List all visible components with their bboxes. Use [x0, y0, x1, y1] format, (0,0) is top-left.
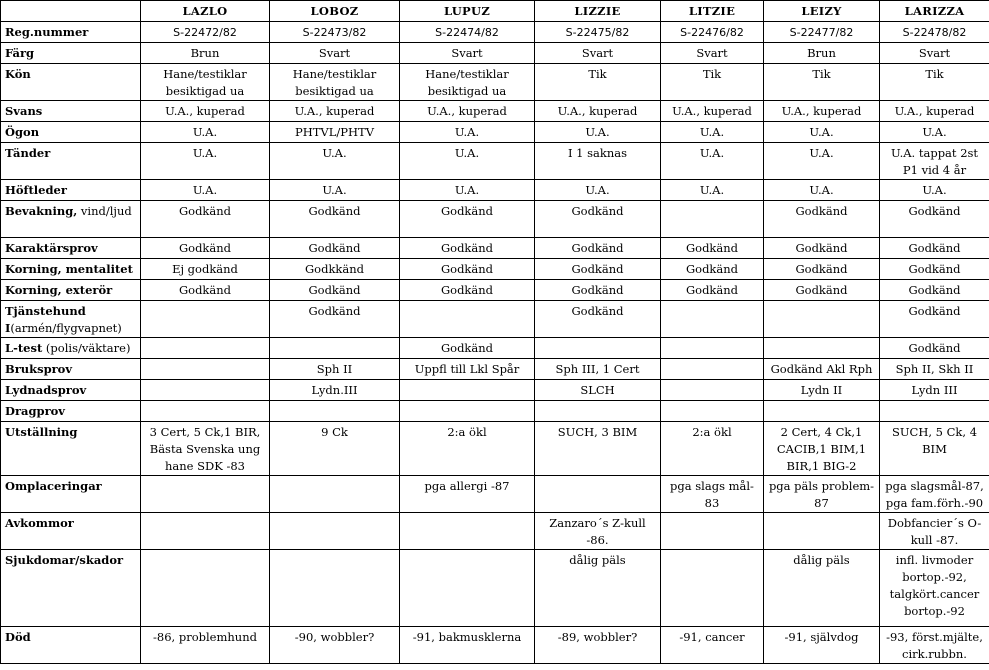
row-label-text: Höftleder: [5, 183, 67, 197]
row-label-text: Bevakning,: [5, 204, 78, 218]
row-label-text: Reg.nummer: [5, 25, 89, 39]
cell-lazlo: [141, 550, 270, 627]
cell-lizzie: U.A.: [535, 180, 661, 201]
row-label-text: Tänder: [5, 146, 51, 160]
cell-lizzie: Godkänd: [535, 238, 661, 259]
cell-lazlo: Brun: [141, 43, 270, 64]
cell-larizza: [880, 401, 989, 422]
table-row: [1, 280, 989, 301]
cell-larizza: U.A.: [880, 180, 989, 201]
cell-litzie: Godkänd: [661, 259, 764, 280]
row-label-text: Död: [5, 630, 31, 644]
cell-leizy: Godkänd: [764, 201, 880, 238]
cell-loboz: Godkänd: [270, 238, 400, 259]
row-label-text: Bruksprov: [5, 362, 73, 376]
row-label-text: Utställning: [5, 425, 78, 439]
cell-loboz: Godkänd: [270, 280, 400, 301]
row-label-text: Omplaceringar: [5, 479, 102, 493]
cell-litzie: 2:a ökl: [661, 422, 764, 476]
row-label-text: L-test: [5, 341, 43, 355]
cell-lazlo: [141, 338, 270, 359]
cell-larizza: U.A. tappat 2st P1 vid 4 år: [880, 143, 989, 180]
cell-loboz: PHTVL/PHTV: [270, 122, 400, 143]
table-row: [1, 513, 989, 550]
dog-name-lazlo: LAZLO: [141, 1, 270, 22]
cell-leizy: U.A.: [764, 143, 880, 180]
cell-leizy: Godkänd: [764, 259, 880, 280]
cell-lupuz: Godkänd: [400, 338, 535, 359]
cell-larizza: SUCH, 5 Ck, 4 BIM: [880, 422, 989, 476]
cell-lupuz: Uppfl till Lkl Spår: [400, 359, 535, 380]
table-row: [1, 422, 989, 476]
cell-lupuz: S-22474/82: [400, 22, 535, 43]
cell-loboz: [270, 550, 400, 627]
cell-lupuz: pga allergi -87: [400, 476, 535, 513]
table-row: [1, 238, 989, 259]
cell-larizza: Tik: [880, 64, 989, 101]
table-row: [1, 143, 989, 180]
cell-lizzie: Zanzaro´s Z-kull -86.: [535, 513, 661, 550]
table-row: [1, 43, 989, 64]
cell-lupuz: Hane/testiklar besiktigad ua: [400, 64, 535, 101]
cell-leizy: [764, 301, 880, 338]
cell-leizy: 2 Cert, 4 Ck,1 CACIB,1 BIM,1 BIR,1 BIG-2: [764, 422, 880, 476]
cell-litzie: [661, 301, 764, 338]
cell-litzie: [661, 513, 764, 550]
cell-lizzie: Godkänd: [535, 259, 661, 280]
cell-loboz: S-22473/82: [270, 22, 400, 43]
cell-lupuz: U.A.: [400, 143, 535, 180]
cell-loboz: [270, 513, 400, 550]
cell-lizzie: Tik: [535, 64, 661, 101]
row-label: [1, 359, 141, 380]
row-label-text: Avkommor: [5, 516, 74, 530]
cell-litzie: [661, 338, 764, 359]
cell-leizy: -91, självdog: [764, 627, 880, 664]
cell-lupuz: [400, 513, 535, 550]
cell-lupuz: Godkänd: [400, 259, 535, 280]
cell-lizzie: U.A., kuperad: [535, 101, 661, 122]
row-label-suffix: vind/ljud: [77, 204, 132, 218]
cell-lazlo: Godkänd: [141, 238, 270, 259]
cell-lupuz: [400, 401, 535, 422]
cell-larizza: Lydn III: [880, 380, 989, 401]
row-label-text: Karaktärsprov: [5, 241, 98, 255]
cell-lazlo: [141, 513, 270, 550]
cell-lupuz: [400, 380, 535, 401]
cell-lazlo: U.A.: [141, 180, 270, 201]
cell-lizzie: S-22475/82: [535, 22, 661, 43]
cell-litzie: Tik: [661, 64, 764, 101]
cell-lazlo: U.A., kuperad: [141, 101, 270, 122]
header-row: [1, 1, 989, 22]
cell-lupuz: Godkänd: [400, 201, 535, 238]
cell-litzie: Godkänd: [661, 280, 764, 301]
cell-lazlo: [141, 401, 270, 422]
cell-litzie: U.A.: [661, 122, 764, 143]
row-label-text: Korning, exterör: [5, 283, 113, 297]
cell-lizzie: dålig päls: [535, 550, 661, 627]
table-row: [1, 301, 989, 338]
cell-larizza: Godkänd: [880, 338, 989, 359]
row-label: [1, 64, 141, 101]
row-label: [1, 401, 141, 422]
table-row: [1, 476, 989, 513]
table-row: [1, 338, 989, 359]
row-label-text: Korning, mentalitet: [5, 262, 133, 276]
table-row: [1, 22, 989, 43]
cell-litzie: [661, 401, 764, 422]
cell-loboz: Sph II: [270, 359, 400, 380]
cell-lupuz: -91, bakmusklerna: [400, 627, 535, 664]
cell-lupuz: [400, 301, 535, 338]
cell-larizza: Godkänd: [880, 259, 989, 280]
dog-name-loboz: LOBOZ: [270, 1, 400, 22]
cell-loboz: Lydn.III: [270, 380, 400, 401]
cell-lizzie: Sph III, 1 Cert: [535, 359, 661, 380]
cell-lizzie: Godkänd: [535, 301, 661, 338]
row-label-text: Sjukdomar/skador: [5, 553, 124, 567]
cell-litzie: U.A., kuperad: [661, 101, 764, 122]
cell-larizza: Dobfancier´s O-kull -87.: [880, 513, 989, 550]
cell-lazlo: S-22472/82: [141, 22, 270, 43]
cell-loboz: Svart: [270, 43, 400, 64]
cell-loboz: Godkänd: [270, 301, 400, 338]
row-label: [1, 513, 141, 550]
table-row: [1, 122, 989, 143]
dog-name-litzie: LITZIE: [661, 1, 764, 22]
cell-larizza: infl. livmoder bortop.-92, talgkört.cancer bortop.-92: [880, 550, 989, 627]
cell-leizy: U.A., kuperad: [764, 101, 880, 122]
table-row: [1, 401, 989, 422]
cell-lizzie: SLCH: [535, 380, 661, 401]
cell-larizza: Godkänd: [880, 238, 989, 259]
cell-lupuz: U.A., kuperad: [400, 101, 535, 122]
table-row: [1, 64, 989, 101]
cell-leizy: Godkänd: [764, 238, 880, 259]
cell-lazlo: 3 Cert, 5 Ck,1 BIR, Bästa Svenska ung hane SDK -83: [141, 422, 270, 476]
table-row: [1, 550, 989, 627]
row-label: [1, 280, 141, 301]
dog-name-larizza: LARIZZA: [880, 1, 989, 22]
cell-lizzie: Godkänd: [535, 201, 661, 238]
cell-litzie: [661, 550, 764, 627]
row-label: [1, 101, 141, 122]
table-row: [1, 201, 989, 238]
cell-lizzie: Svart: [535, 43, 661, 64]
row-label-text: Kön: [5, 67, 31, 81]
cell-litzie: -91, cancer: [661, 627, 764, 664]
cell-lupuz: U.A.: [400, 180, 535, 201]
row-label: [1, 476, 141, 513]
cell-lizzie: [535, 338, 661, 359]
cell-lazlo: -86, problemhund: [141, 627, 270, 664]
row-label: [1, 338, 141, 359]
cell-leizy: [764, 338, 880, 359]
cell-lizzie: I 1 saknas: [535, 143, 661, 180]
cell-larizza: U.A., kuperad: [880, 101, 989, 122]
dog-name-leizy: LEIZY: [764, 1, 880, 22]
cell-leizy: Godkänd Akl Rph: [764, 359, 880, 380]
cell-leizy: S-22477/82: [764, 22, 880, 43]
row-label: [1, 22, 141, 43]
cell-lizzie: -89, wobbler?: [535, 627, 661, 664]
cell-loboz: Hane/testiklar besiktigad ua: [270, 64, 400, 101]
cell-litzie: [661, 380, 764, 401]
cell-loboz: Godkkänd: [270, 259, 400, 280]
cell-leizy: [764, 401, 880, 422]
cell-lizzie: [535, 401, 661, 422]
cell-leizy: Tik: [764, 64, 880, 101]
row-label: [1, 301, 141, 338]
cell-lupuz: Godkänd: [400, 280, 535, 301]
row-label: [1, 238, 141, 259]
cell-larizza: -93, först.mjälte, cirk.rubbn.: [880, 627, 989, 664]
dog-name-lizzie: LIZZIE: [535, 1, 661, 22]
cell-leizy: Brun: [764, 43, 880, 64]
table-row: [1, 627, 989, 664]
cell-loboz: 9 Ck: [270, 422, 400, 476]
cell-lizzie: Godkänd: [535, 280, 661, 301]
row-label: [1, 259, 141, 280]
table-row: [1, 259, 989, 280]
cell-loboz: -90, wobbler?: [270, 627, 400, 664]
cell-lupuz: Svart: [400, 43, 535, 64]
row-label: [1, 43, 141, 64]
cell-leizy: U.A.: [764, 122, 880, 143]
cell-larizza: U.A.: [880, 122, 989, 143]
cell-leizy: pga päls problem-87: [764, 476, 880, 513]
cell-lazlo: Hane/testiklar besiktigad ua: [141, 64, 270, 101]
cell-loboz: [270, 476, 400, 513]
cell-lazlo: [141, 359, 270, 380]
dog-name-lupuz: LUPUZ: [400, 1, 535, 22]
row-label-text: Dragprov: [5, 404, 65, 418]
cell-larizza: Godkänd: [880, 201, 989, 238]
cell-larizza: pga slagsmål-87, pga fam.förh.-90: [880, 476, 989, 513]
cell-litzie: Svart: [661, 43, 764, 64]
table-row: [1, 180, 989, 201]
table-row: [1, 359, 989, 380]
row-label-text: Svans: [5, 104, 43, 118]
row-label: [1, 422, 141, 476]
cell-lizzie: SUCH, 3 BIM: [535, 422, 661, 476]
cell-lazlo: [141, 476, 270, 513]
cell-leizy: dålig päls: [764, 550, 880, 627]
cell-litzie: U.A.: [661, 143, 764, 180]
cell-leizy: Godkänd: [764, 280, 880, 301]
cell-larizza: S-22478/82: [880, 22, 989, 43]
cell-litzie: [661, 201, 764, 238]
cell-loboz: U.A.: [270, 180, 400, 201]
cell-loboz: U.A., kuperad: [270, 101, 400, 122]
cell-larizza: Godkänd: [880, 280, 989, 301]
row-label: [1, 380, 141, 401]
cell-litzie: [661, 359, 764, 380]
cell-leizy: Lydn II: [764, 380, 880, 401]
cell-lazlo: [141, 380, 270, 401]
cell-lupuz: U.A.: [400, 122, 535, 143]
cell-litzie: S-22476/82: [661, 22, 764, 43]
cell-larizza: Sph II, Skh II: [880, 359, 989, 380]
cell-larizza: Svart: [880, 43, 989, 64]
row-label: [1, 122, 141, 143]
cell-lazlo: U.A.: [141, 122, 270, 143]
row-label: [1, 550, 141, 627]
table-row: [1, 380, 989, 401]
cell-litzie: Godkänd: [661, 238, 764, 259]
cell-litzie: U.A.: [661, 180, 764, 201]
cell-loboz: Godkänd: [270, 201, 400, 238]
row-label: [1, 627, 141, 664]
row-label-text: Lydnadsprov: [5, 383, 87, 397]
cell-lazlo: [141, 301, 270, 338]
cell-lazlo: U.A.: [141, 143, 270, 180]
cell-lazlo: Godkänd: [141, 280, 270, 301]
cell-lazlo: Ej godkänd: [141, 259, 270, 280]
cell-lizzie: U.A.: [535, 122, 661, 143]
cell-lizzie: [535, 476, 661, 513]
cell-lupuz: Godkänd: [400, 238, 535, 259]
row-label: [1, 143, 141, 180]
cell-lupuz: 2:a ökl: [400, 422, 535, 476]
cell-loboz: [270, 401, 400, 422]
row-label-suffix: (polis/väktare): [42, 341, 131, 355]
row-label-suffix: (armén/flygvapnet): [10, 321, 122, 335]
row-label: [1, 180, 141, 201]
cell-lazlo: Godkänd: [141, 201, 270, 238]
row-label-text: Tjänstehund I: [5, 304, 86, 335]
row-label-text: Ögon: [5, 125, 40, 139]
row-label: [1, 201, 141, 238]
cell-loboz: U.A.: [270, 143, 400, 180]
cell-lupuz: [400, 550, 535, 627]
table-row: [1, 101, 989, 122]
corner-cell: [1, 1, 141, 22]
cell-litzie: pga slags mål-83: [661, 476, 764, 513]
cell-leizy: [764, 513, 880, 550]
cell-loboz: [270, 338, 400, 359]
cell-larizza: Godkänd: [880, 301, 989, 338]
cell-leizy: U.A.: [764, 180, 880, 201]
row-label-text: Färg: [5, 46, 35, 60]
